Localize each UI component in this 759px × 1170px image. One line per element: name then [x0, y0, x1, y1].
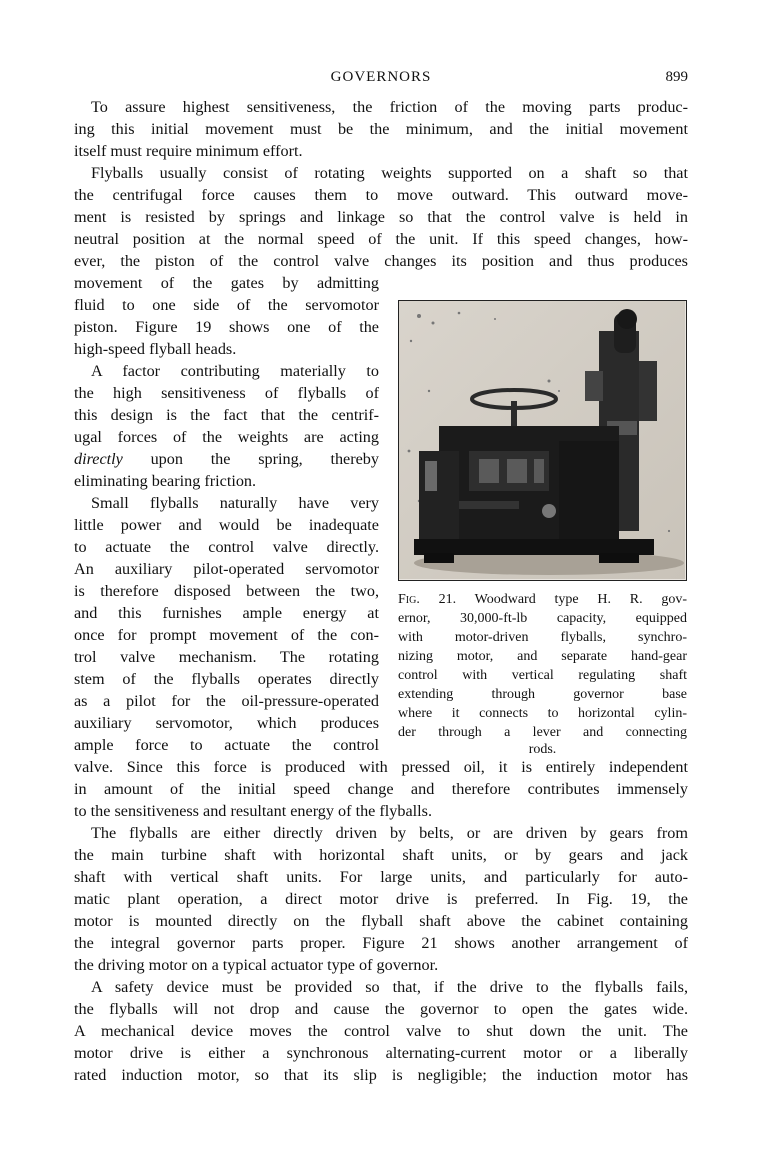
text-line: An auxiliary pilot-operated servomotor [74, 560, 379, 578]
figure-caption-line: nizing motor, and separate hand-gear [398, 649, 687, 664]
figure-caption-line [398, 590, 687, 609]
text-line: in amount of the initial speed change and therefore contributes immensely [74, 780, 688, 798]
text-line: A mechanical device moves the control valve to shut down the unit. The [74, 1022, 688, 1040]
text-line: high-speed flyball heads. [74, 340, 237, 358]
text-line: and this furnishes ample energy at [74, 604, 379, 622]
text-line: Small flyballs naturally have very [91, 494, 379, 512]
text-span: upon the spring, thereby [122, 450, 379, 468]
text-line [74, 448, 379, 470]
text-line: auxiliary servomotor, which produces [74, 714, 379, 732]
italic-word: directly [74, 450, 123, 468]
text-line: neutral position at the normal speed of the unit. If this speed changes, how- [74, 230, 688, 248]
figure-caption-line: ernor, 30,000-ft-lb capacity, equipped [398, 611, 687, 626]
text-line: to the sensitiveness and resultant energy of the flyballs. [74, 802, 432, 820]
text-line: ample force to actuate the control [74, 736, 379, 754]
text-line: To assure highest sensitiveness, the friction of the moving parts produc- [91, 98, 688, 116]
text-line: motor drive is either a synchronous alternating-current motor or a liberally [74, 1044, 688, 1062]
figure-caption-line: rods. [528, 742, 557, 757]
page-number: 899 [665, 69, 688, 85]
text-line: itself must require minimum effort. [74, 142, 303, 160]
figure-caption-line: with motor-driven flyballs, synchro- [398, 630, 687, 645]
text-line: valve. Since this force is produced with pressed oil, it is entirely independent [74, 758, 688, 776]
text-line: little power and would be inadequate [74, 516, 379, 534]
text-line: piston. Figure 19 shows one of the [74, 318, 379, 336]
text-line: The flyballs are either directly driven by belts, or are driven by gears from [91, 824, 688, 842]
text-line: the integral governor parts proper. Figure 21 shows another arrangement of [74, 934, 688, 952]
text-line: A factor contributing materially to [91, 362, 379, 380]
text-line: ever, the piston of the control valve changes its position and thus produces [74, 252, 688, 270]
text-line: ment is resisted by springs and linkage so that the control valve is held in [74, 208, 688, 226]
text-line: as a pilot for the oil-pressure-operated [74, 692, 379, 710]
text-line: to actuate the control valve directly. [74, 538, 379, 556]
text-line: A safety device must be provided so that, if the drive to the flyballs fails, [91, 978, 688, 996]
text-line: the driving motor on a typical actuator type of governor. [74, 956, 439, 974]
figure-caption-line: where it connects to horizontal cylin- [398, 706, 687, 721]
governor-photograph [398, 300, 687, 581]
figure-caption-line: der through a lever and connecting [398, 725, 687, 740]
figure-caption-line: extending through governor base [398, 687, 687, 702]
text-line: ing this initial movement must be the minimum, and the initial movement [74, 120, 688, 138]
text-line: once for prompt movement of the con- [74, 626, 379, 644]
text-line: fluid to one side of the servomotor [74, 296, 379, 314]
text-line: this design is the fact that the centrif- [74, 406, 379, 424]
text-line: ugal forces of the weights are acting [74, 428, 379, 446]
figure-label: Fig. [398, 592, 420, 607]
figure-caption-line: control with vertical regulating shaft [398, 668, 687, 683]
text-line: is therefore disposed between the two, [74, 582, 379, 600]
caption-text: 21. Woodward type H. R. gov- [419, 592, 687, 607]
text-line: movement of the gates by admitting [74, 274, 379, 292]
page-header [74, 66, 688, 90]
text-line: the centrifugal force causes them to move outward. This outward move- [74, 186, 688, 204]
text-line: stem of the flyballs operates directly [74, 670, 379, 688]
text-line: matic plant operation, a direct motor drive is preferred. In Fig. 19, the [74, 890, 688, 908]
running-title: GOVERNORS [330, 69, 432, 85]
text-line: motor is mounted directly on the flyball shaft above the cabinet containing [74, 912, 688, 930]
text-line: rated induction motor, so that its slip is negligible; the induction motor has [74, 1066, 688, 1084]
text-line: the high sensitiveness of flyballs of [74, 384, 379, 402]
text-line: trol valve mechanism. The rotating [74, 648, 379, 666]
text-line: eliminating bearing friction. [74, 472, 257, 490]
text-line: Flyballs usually consist of rotating weights supported on a shaft so that [91, 164, 688, 182]
text-line: the flyballs will not drop and cause the governor to open the gates wide. [74, 1000, 688, 1018]
text-line: the main turbine shaft with horizontal shaft units, or by gears and jack [74, 846, 688, 864]
text-line: shaft with vertical shaft units. For large units, and particularly for auto- [74, 868, 688, 886]
